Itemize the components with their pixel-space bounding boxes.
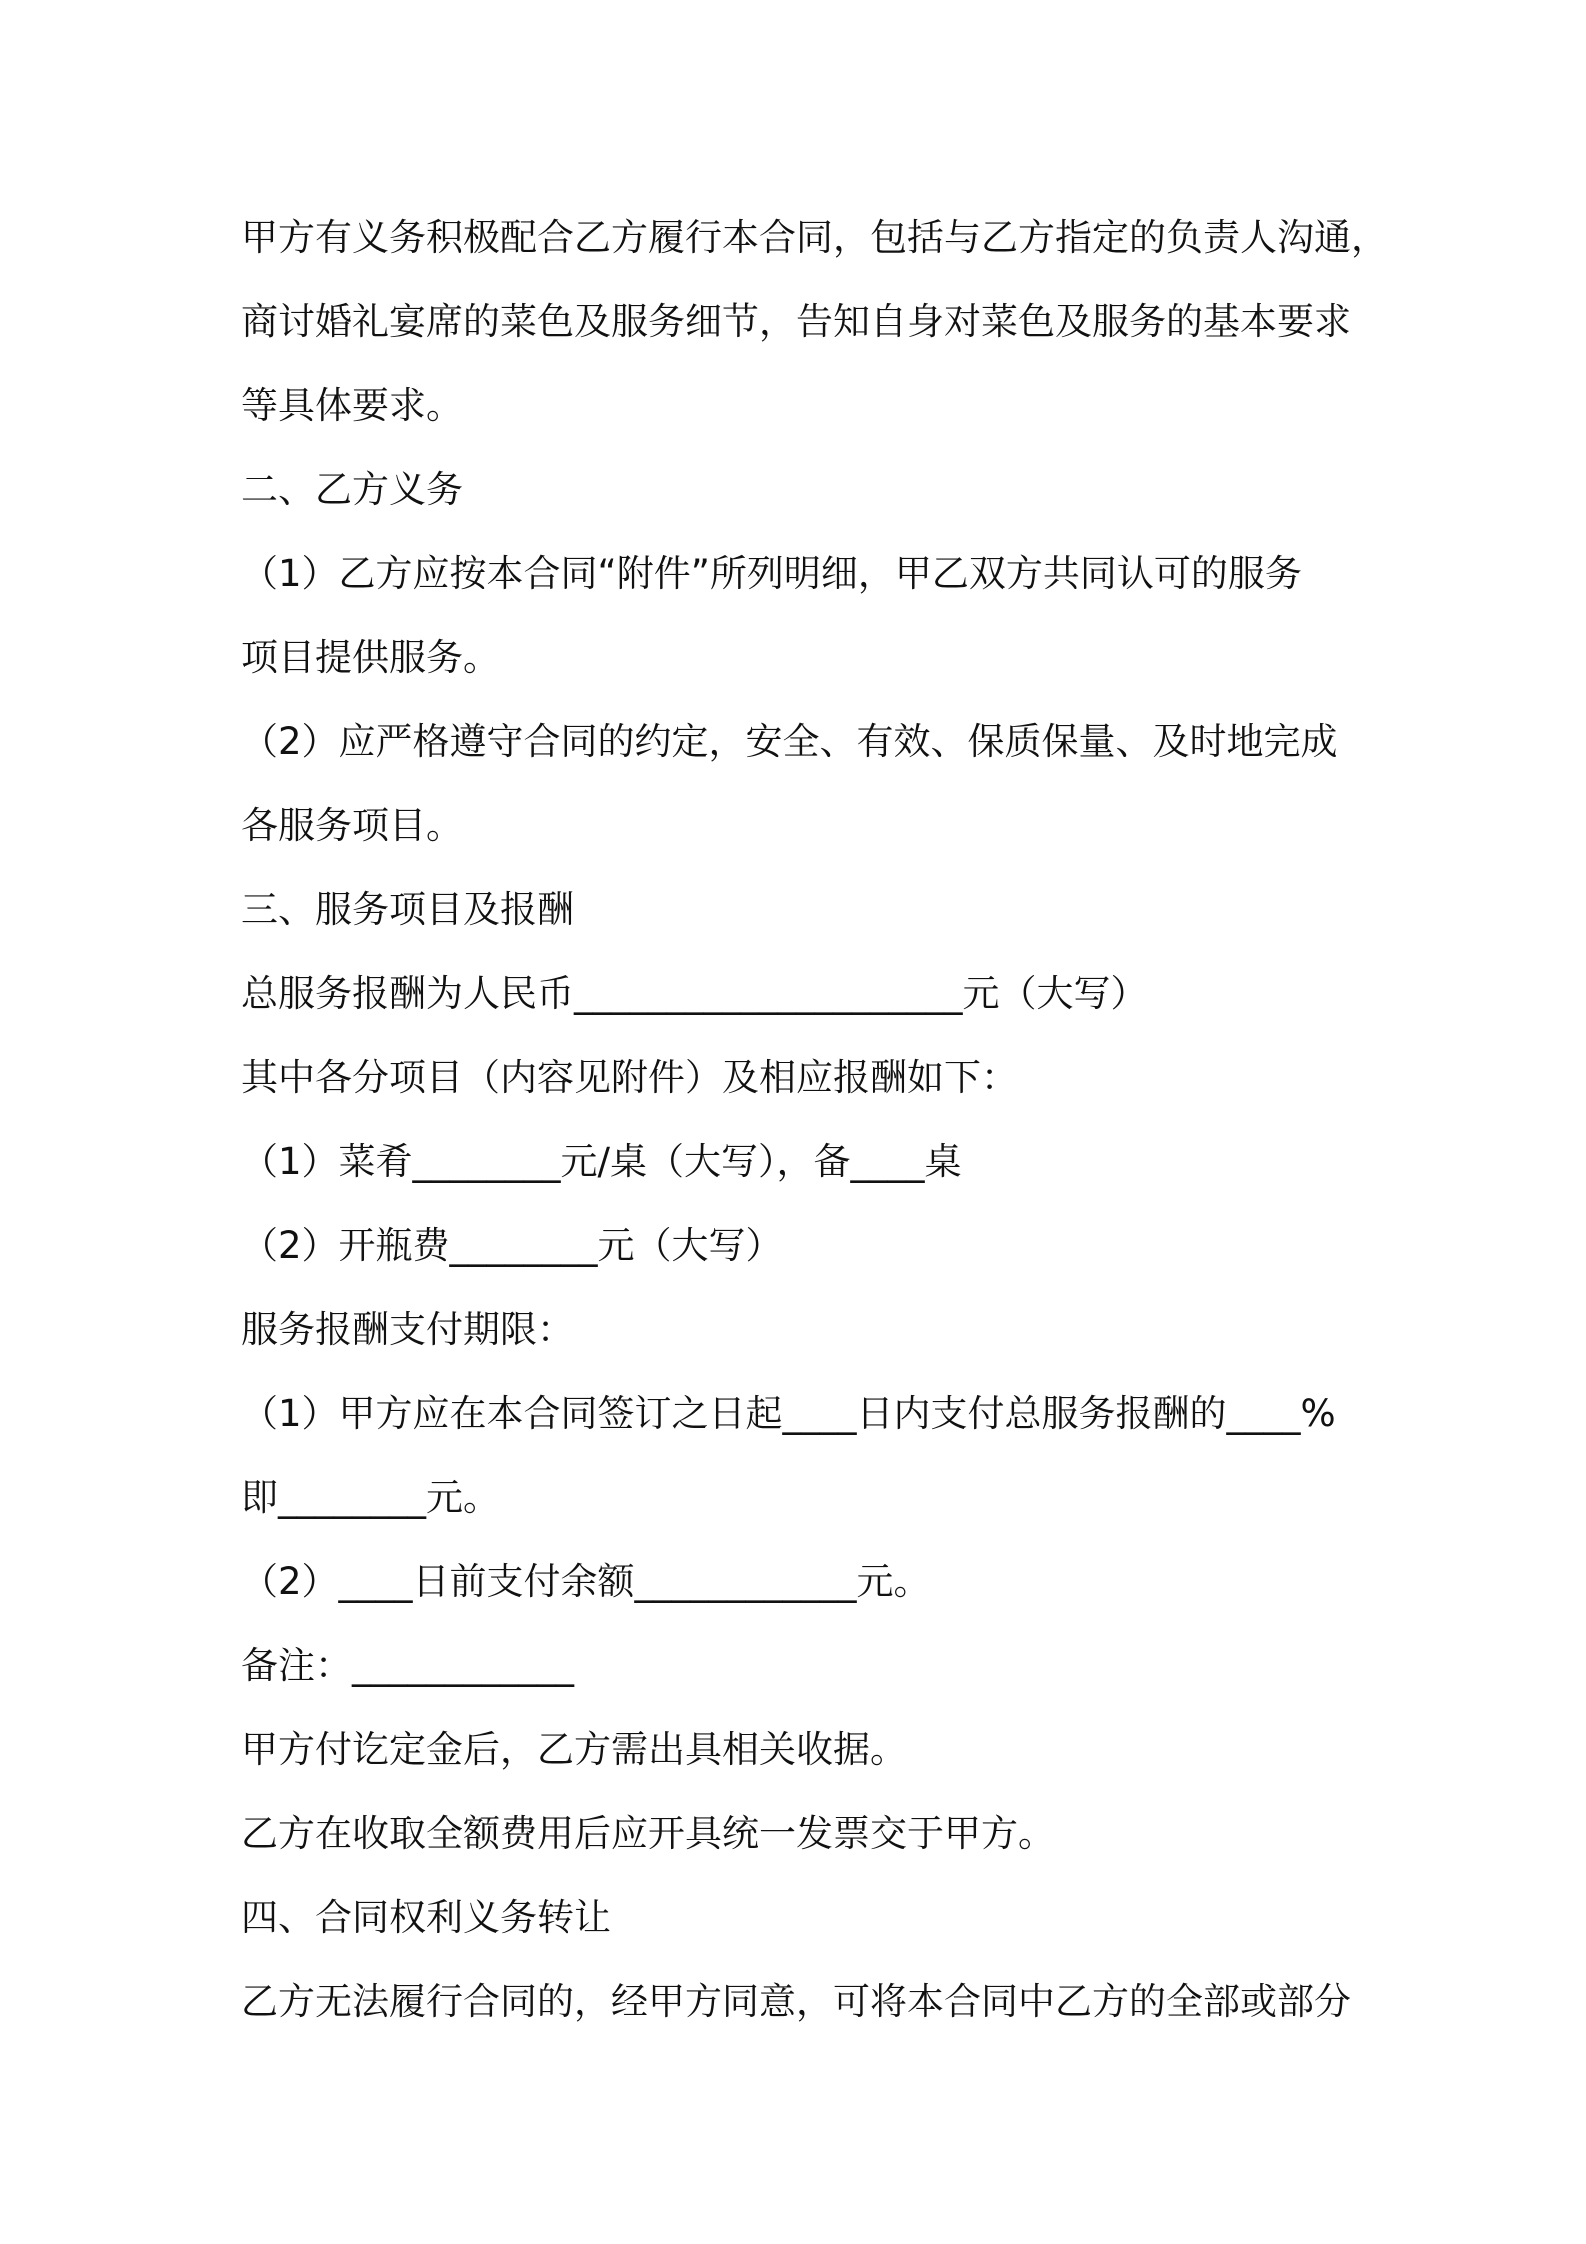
paragraph-line: 甲方有义务积极配合乙方履行本合同，包括与乙方指定的负责人沟通，: [241, 216, 1388, 259]
paragraph-line: 各服务项目。: [241, 804, 463, 847]
paragraph-line: 服务报酬支付期限：: [241, 1308, 574, 1351]
paragraph-line: 备注：____________: [241, 1644, 574, 1687]
paragraph-line: 等具体要求。: [241, 384, 463, 427]
paragraph-line: （2）应严格遵守合同的约定，安全、有效、保质保量、及时地完成: [241, 720, 1338, 763]
section-heading: 三、服务项目及报酬: [241, 888, 574, 931]
paragraph-line: 项目提供服务。: [241, 636, 500, 679]
paragraph-line: 其中各分项目（内容见附件）及相应报酬如下：: [241, 1056, 1018, 1099]
paragraph-line: （2）____日前支付余额____________元。: [241, 1560, 931, 1603]
paragraph-line: 甲方付讫定金后，乙方需出具相关收据。: [241, 1728, 907, 1771]
document-body: [241, 196, 1388, 2044]
paragraph-line: 乙方无法履行合同的，经甲方同意，可将本合同中乙方的全部或部分: [241, 1980, 1351, 2023]
paragraph-line: 乙方在收取全额费用后应开具统一发票交于甲方。: [241, 1812, 1055, 1855]
paragraph-line: （2）开瓶费________元（大写）: [241, 1224, 783, 1267]
paragraph-line: 商讨婚礼宴席的菜色及服务细节，告知自身对菜色及服务的基本要求: [241, 300, 1351, 343]
paragraph-line: （1）甲方应在本合同签订之日起____日内支付总服务报酬的____%: [241, 1392, 1336, 1435]
paragraph-line: （1）菜肴________元/桌（大写），备____桌: [241, 1140, 962, 1183]
section-heading: 四、合同权利义务转让: [241, 1896, 611, 1939]
paragraph-line: 即________元。: [241, 1476, 500, 1519]
paragraph-line: 总服务报酬为人民币_____________________元（大写）: [241, 972, 1148, 1015]
section-heading: 二、乙方义务: [241, 468, 463, 511]
paragraph-line: （1）乙方应按本合同“附件”所列明细，甲乙双方共同认可的服务: [241, 552, 1302, 595]
